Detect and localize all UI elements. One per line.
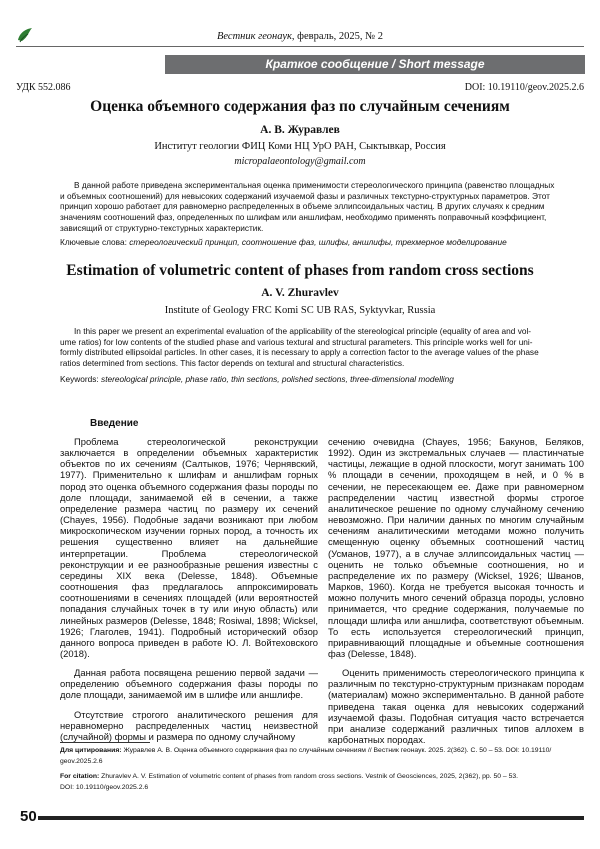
section-heading-introduction: Введение [90,418,139,429]
author-email[interactable]: micropalaeontology@gmail.com [234,156,366,167]
body-paragraph: Проблема стереологической реконструкции заключается в определении объемных характеристик объектов по их сечениям (Салтыков, 1976; Чернявский, 1977). Применительно к шлифам и аншлифам горных пород это оценка объемного содержания фазы породы по доле площади, занимаемой ей в сечении, а также определение размера частиц по размеру их сечений (Chayes, 1956). Подобные задачи возникают при любом микроскопическом изучении горных пород, а точность их решения существенно влияет на дальнейшие интерпретации. Проблема стереологической реконструкции и ее разнообразные решения известны с середины XIX века (Delesse, 1848). Объемные соотношения фаз предлагалось аппроксимировать соотношениями в сечениях площадей (или вероятностей попадания случайных точек в ту или иную область) или линейных размеров (Delesse, 1848; Rosiwal, 1898; Wicksel, 1926; Глаголев, 1941). Подробный исторический обзор данного вопроса приведен в работе Ю. Л. Войтеховского (2018). [60,436,318,659]
body-paragraph: Отсутствие строгого аналитического решения для неравномерно распределенных частиц неизвестной (случайной) формы и размера по одному случайному [60,708,318,742]
body-column-left [60,436,318,750]
citation-ru-label: Для цитирования: [60,747,124,754]
citation-en [60,772,584,793]
body-paragraph: Оценить применимость стереологического принципа к различным по текстурно-структурным признакам породам (материалам) можно экспериментально. В данной работе приведена такая оценка для невысоких содержаний изучаемой фазы. Подобная ситуация часто встречается при анализе содержаний различных типов аллохем в карбонатных породах. [328,667,584,746]
abstract-ru-line: принцип хорошо работает для равномерно распределенных в объеме эллипсоидальных частиц. В других случаях к средним [60,201,545,212]
abstract-en-line: ume ratios) for low contents of the studied phase and various textural and structural parameters. This principle works well for uni- [60,336,533,347]
journal-name: Вестник геонаук [216,31,292,42]
citation-en-text-cont: DOI: 10.19110/geov.2025.2.6 [60,783,149,791]
keywords-value: стереологический принцип, соотношение фаз, шлифы, аншлифы, трехмерное моделирование [129,237,507,247]
keywords-en [60,374,584,385]
abstract-en-line: In this paper we present an experimental evaluation of the applicability of the stereological principle (equality of area and vol- [74,326,532,336]
title-ru: Оценка объемного содержания фаз по случайным сечениям [90,98,510,115]
keywords-label: Ключевые слова: [60,237,130,247]
keywords-ru [60,237,584,248]
author-en: A. V. Zhuravlev [261,287,339,299]
affiliation-en: Institute of Geology FRC Komi SC UB RAS, Syktyvkar, Russia [164,305,436,316]
udk-code: УДК 552.086 [16,82,71,93]
keywords-value: stereological principle, phase ratio, thin sections, polished sections, three-dimensional modelling [101,374,454,384]
citation-ru-text: Журавлев А. В. Оценка объемного содержания фаз по случайным сечениям // Вестник геонаук. 2025. 2(362). С. 50 – 53. DOI: 10.19110/ [123,747,552,754]
page-number: 50 [20,808,37,825]
journal-issue: , февраль, 2025, № 2 [291,31,384,42]
title-en: Estimation of volumetric content of phases from random cross sections [66,262,534,279]
abstract-en [60,326,584,369]
abstract-en-line: formly distributed ellipsoidal particles. In other cases, it is necessary to apply a correction factor to the average values of the phase [60,347,539,358]
footer-bar [38,816,584,820]
citation-ru [60,746,584,767]
abstract-ru-line: зависящий от структурно-текстурных характеристик. [60,222,264,233]
header-divider [16,46,584,47]
citation-en-label: For citation: [60,773,102,780]
author-ru: А. В. Журавлев [260,124,340,136]
abstract-ru-line: и объемных соотношений) для невысоких содержаний изучаемой фазы и различных текстурно-структурных параметров. Этот [60,190,550,201]
body-paragraph: сечению очевидна (Chayes, 1956; Бакунов, Беляков, 1992). Один из экстремальных случаев — пластинчатые частицы, лежащие в одной плоскости, могут занимать 100 % площади в сечении, проходящем в ней, и 0 % в сечении, не пересекающем ее. Даже при равномерном распределении частиц известной формы строгое аналитическое решение по одному случайному сечению невозможно. При наличии данных по многим случайным сечениям аналитическими методами можно получить смещенную оценку объемных соотношений частиц (Усманов, 1977), а в случае эллипсоидальных частиц — оценить не только объемные соотношения, но и распределение их по размеру (Wicksel, 1926; Шванов, Марков, 1960). Когда не требуется высокая точность и можно получить много сечений образца породы, условно принимается, что средние содержания, получаемые по площади шлифа или аншлифа, соответствуют объемным. То есть используется стереологический принцип, приравнивающий площадные и объемные соотношения фаз (Delesse, 1848). [328,436,584,659]
abstract-ru-line: В данной работе приведена экспериментальная оценка применимости стереологического принципа (равенство площадных [74,180,555,190]
doi-link[interactable]: DOI: 10.19110/geov.2025.2.6 [464,82,584,93]
abstract-ru [60,180,584,234]
citation-ru-text-cont: geov.2025.2.6 [60,757,103,765]
journal-header [0,31,600,42]
body-column-right [328,436,584,753]
footnote-divider [60,742,150,743]
citation-en-text: Zhuravlev A. V. Estimation of volumetric content of phases from random cross sections. Vestnik of Geosciences, 2025, 2(362), pp. 50 – 53. [101,773,519,780]
keywords-label: Keywords: [60,374,102,384]
body-paragraph: Данная работа посвящена решению первой задачи — определению объемного содержания фазы породы по доле площади, занимаемой им в шлифе или аншлифе. [60,667,318,701]
abstract-en-line: ratios determined from sections. This factor depends on textural and structural characteristics. [60,358,405,369]
article-type-banner: Краткое сообщение / Short message [165,55,585,74]
affiliation-ru: Институт геологии ФИЦ Коми НЦ УрО РАН, Сыктывкар, Россия [154,141,446,152]
abstract-ru-line: значениям соотношений фаз, определенных по шлифам или аншлифам, необходимо применять поправочный коэффициент, [60,212,547,223]
